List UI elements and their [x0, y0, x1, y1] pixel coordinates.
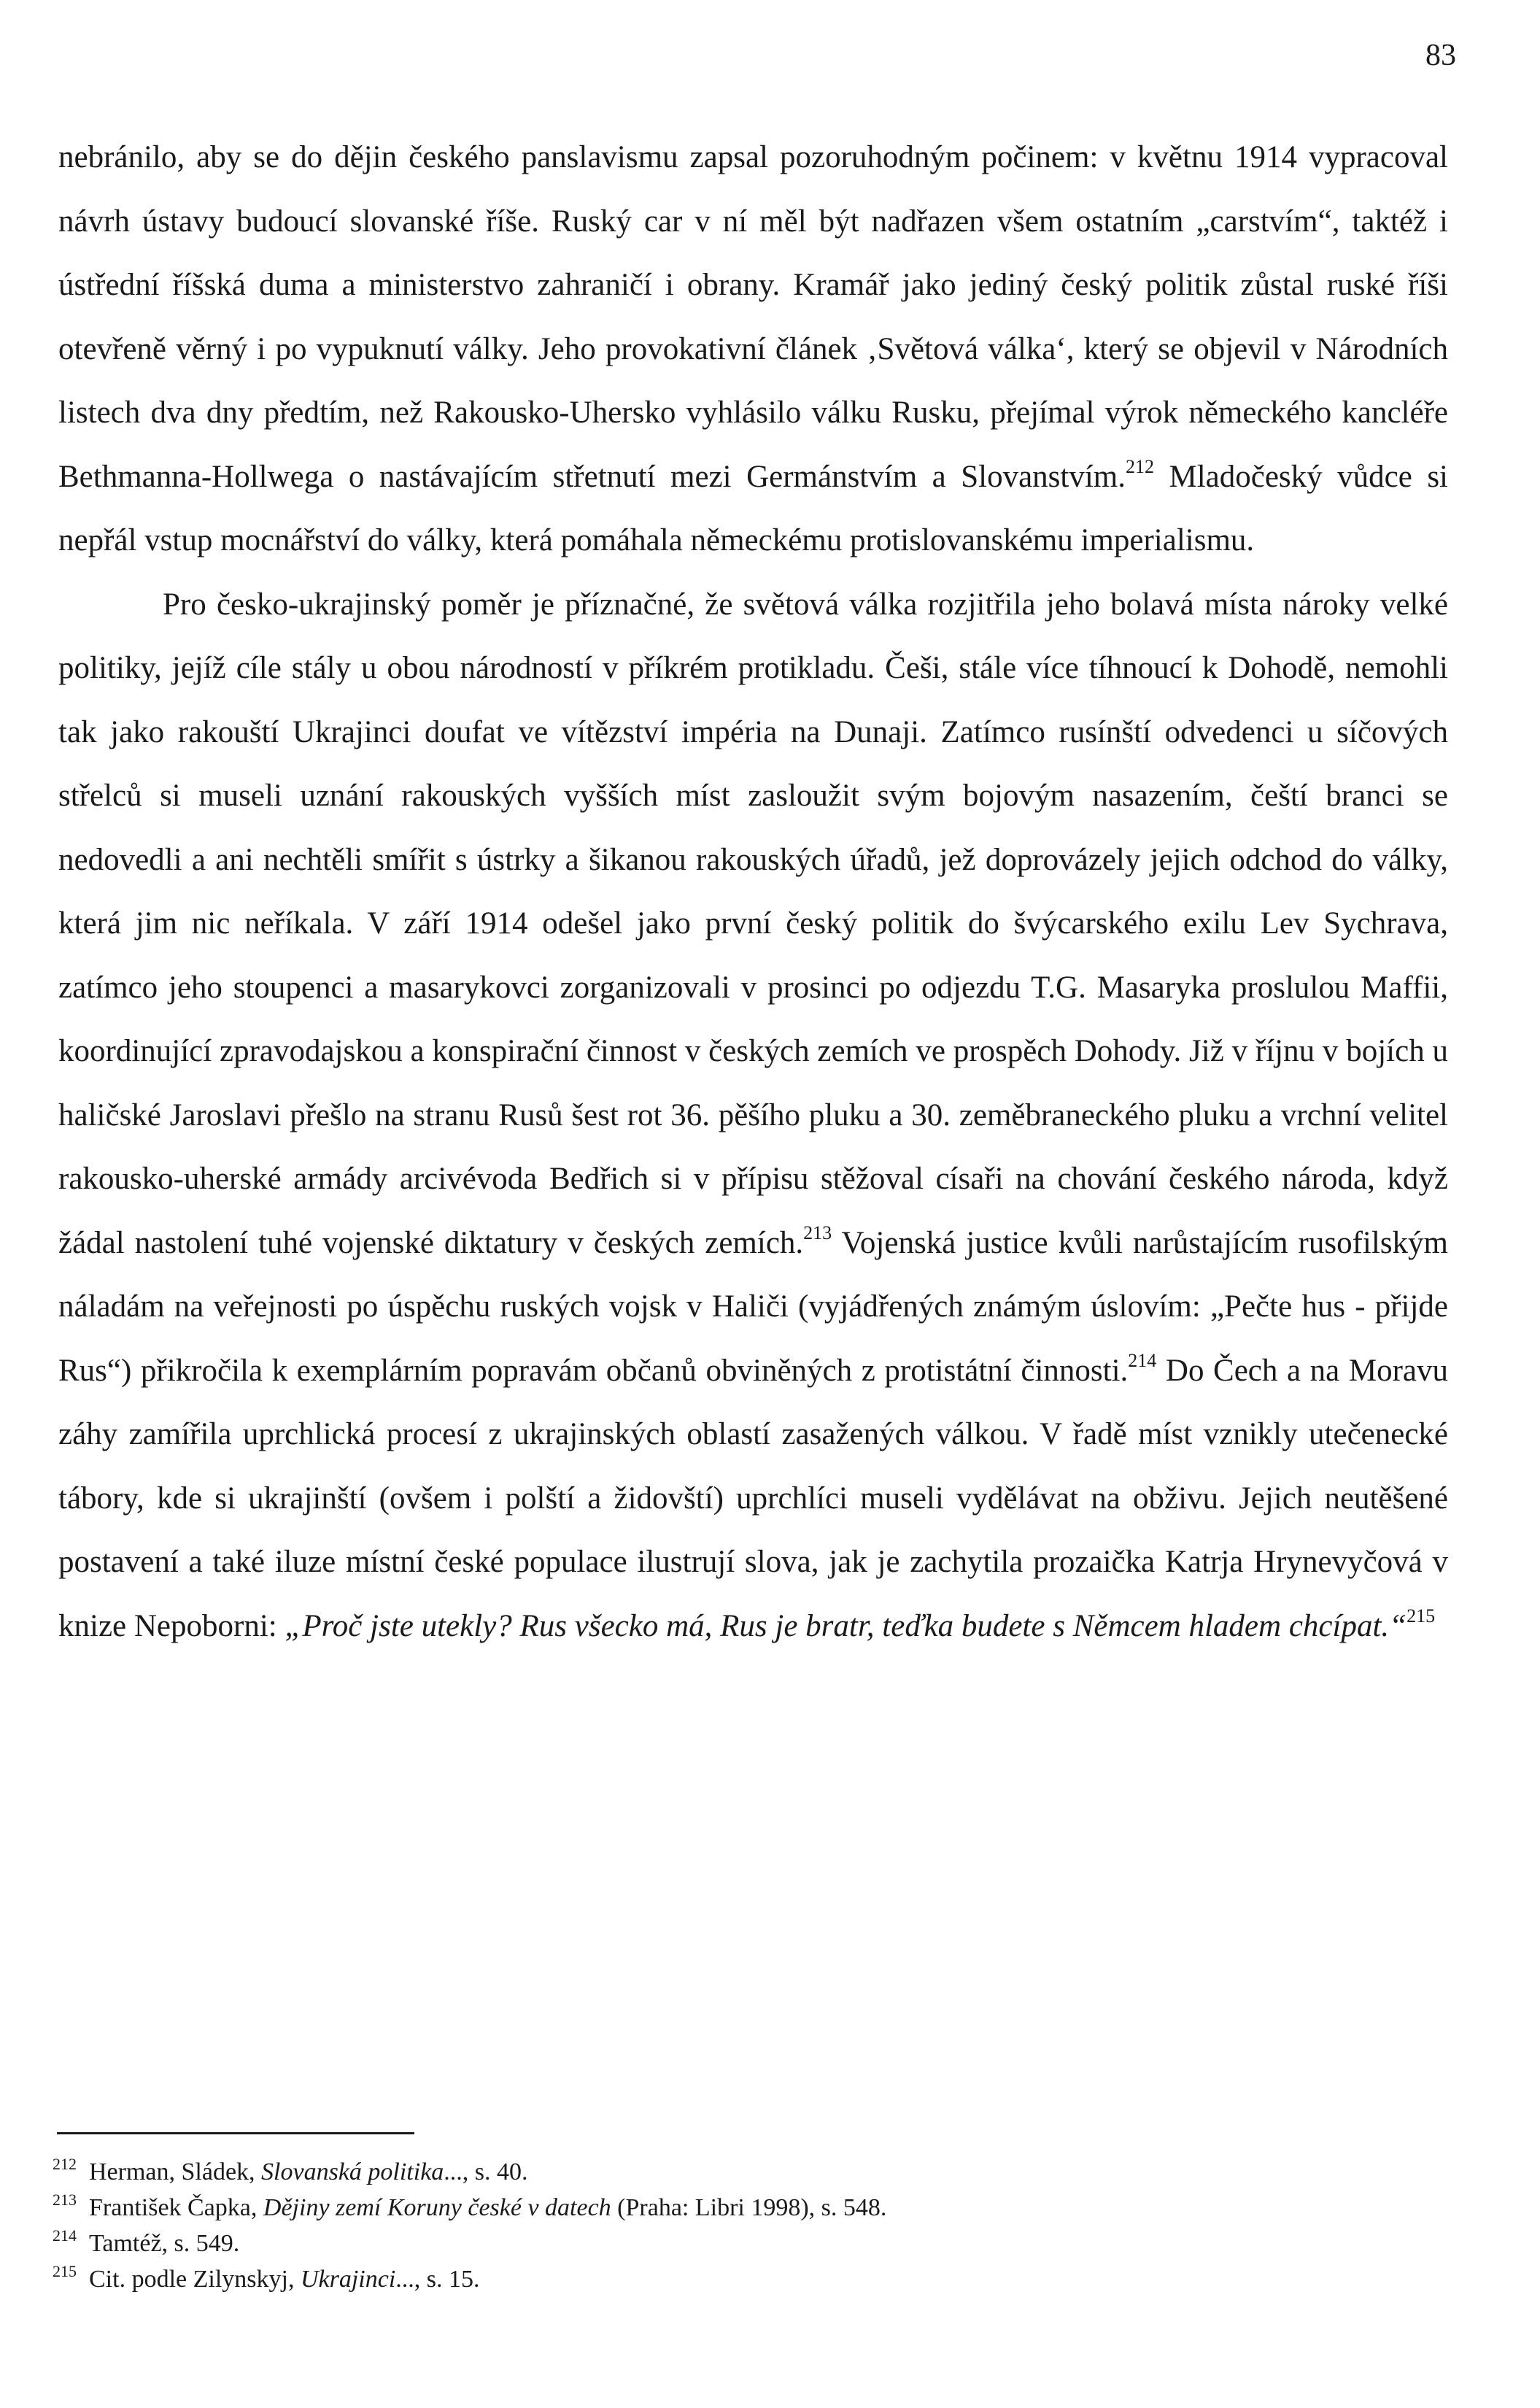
- footnote-reference: 212: [1126, 455, 1154, 477]
- footnote-text: [89, 2156, 528, 2189]
- footnote: [53, 2156, 1293, 2191]
- text-run: nebránilo, aby se do dějin českého panslavismu zapsal pozoruhodným počinem: v květnu 1914 vypracoval návrh ústavy budoucí slovanské říše. Ruský car v ní měl být nadřazen všem ostatním „carstvím“, taktéž i ústřední říšská duma a ministerstvo zahraničí i obrany. Kramář jako jediný český politik zůstal ruské říši otevřeně věrný i po vypuknutí války. Jeho provokativní článek ‚Světová válka‘, který se objevil v Národních listech dva dny předtím, než Rakousko-Uhersko vyhlásilo válku Rusku, přejímal výrok německého kancléře Bethmanna-Hollwega o nastávajícím střetnutí mezi Germánstvím a Slovanstvím.: [58, 140, 1448, 494]
- body-text: [58, 126, 1448, 1658]
- text-run: Pro česko-ukrajinský poměr je příznačné, že světová válka rozjitřila jeho bolavá místa nároky velké politiky, jejíž cíle stály u obou národností v příkrém protikladu. Češi, stále více tíhnoucí k Dohodě, nemohli tak jako rakouští Ukrajinci doufat ve vítězství impéria na Dunaji. Zatímco rusínští odvedenci u síčových střelců si museli uznání rakouských vyšších míst zasloužit svým bojovým nasazením, čeští branci se nedovedli a ani nechtěli smířit s ústrky a šikanou rakouských úřadů, jež doprovázely jejich odchod do války, která jim nic neříkala. V září 1914 odešel jako první český politik do švýcarského exilu Lev Sychrava, zatímco jeho stoupenci a masarykovci zorganizovali v prosinci po odjezdu T.G. Masaryka proslulou Maffii, koordinující zpravodajskou a konspirační činnost v českých zemích ve prospěch Dohody. Již v říjnu v bojích u haličské Jaroslavi přešlo na stranu Rusů šest rot 36. pěšího pluku a 30. zeměbraneckého pluku a vrchní velitel rakousko-uherské armády arcivévoda Bedřich si v přípisu stěžoval císaři na chování českého národa, když žádal nastolení tuhé vojenské diktatury v českých zemích.: [58, 587, 1448, 1260]
- footnotes: [53, 2156, 1293, 2299]
- text-run: Herman, Sládek,: [89, 2158, 262, 2185]
- page-number: 83: [1425, 39, 1456, 72]
- text-run: Cit. podle Zilynskyj,: [89, 2266, 301, 2293]
- text-run: František Čapka,: [89, 2194, 263, 2221]
- footnote-text: [89, 2263, 480, 2296]
- paragraph: [58, 573, 1448, 1659]
- footnote-text: [89, 2191, 886, 2225]
- italic-text: Slovanská politika: [261, 2158, 444, 2185]
- footnote-reference: 213: [803, 1222, 832, 1243]
- footnote-reference: 214: [1128, 1349, 1157, 1371]
- footnote-number: 212: [53, 2155, 77, 2173]
- footnote: [53, 2227, 1293, 2263]
- footnote: [53, 2191, 1293, 2227]
- paragraph: [58, 126, 1448, 573]
- footnote-number: 214: [53, 2226, 77, 2245]
- text-run: ..., s. 40.: [444, 2158, 528, 2185]
- footnote-number: 213: [53, 2191, 77, 2209]
- footnote-divider: [57, 2132, 414, 2134]
- text-run: (Praha: Libri 1998), s. 548.: [611, 2194, 887, 2221]
- italic-text: „Proč jste utekly? Rus všecko má, Rus je bratr, teďka budete s Němcem hladem chcípat.“: [285, 1608, 1407, 1643]
- text-run: Do Čech a na Moravu záhy zamířila uprchlická procesí z ukrajinských oblastí zasažených válkou. V řadě míst vznikly utečenecké tábory, kde si ukrajinští (ovšem i polští a židovští) uprchlíci museli vydělávat na obživu. Jejich neutěšené postavení a také iluze místní české populace ilustrují slova, jak je zachytila prozaička Katrja Hrynevyčová v knize Nepoborni:: [58, 1353, 1448, 1643]
- footnote-reference: 215: [1406, 1605, 1436, 1626]
- text-run: Vojenská justice kvůli narůstajícím rusofilským náladám na veřejnosti po úspěchu ruských vojsk v Haliči (vyjádřených známým úslovím: „Pečte hus - přijde Rus“) přikročila k exemplárním popravám občanů obviněných z protistátní činnosti.: [58, 1225, 1449, 1388]
- footnote-text: [89, 2227, 239, 2261]
- italic-text: Dějiny zemí Koruny české v datech: [263, 2194, 611, 2221]
- footnote-number: 215: [53, 2262, 77, 2280]
- footnote: [53, 2263, 1293, 2299]
- text-run: Tamtéž, s. 549.: [89, 2230, 240, 2257]
- text-run: Mladočeský vůdce si nepřál vstup mocnářství do války, která pomáhala německému protislovanskému imperialismu.: [58, 459, 1448, 557]
- text-run: ..., s. 15.: [395, 2266, 480, 2293]
- italic-text: Ukrajinci: [300, 2266, 396, 2293]
